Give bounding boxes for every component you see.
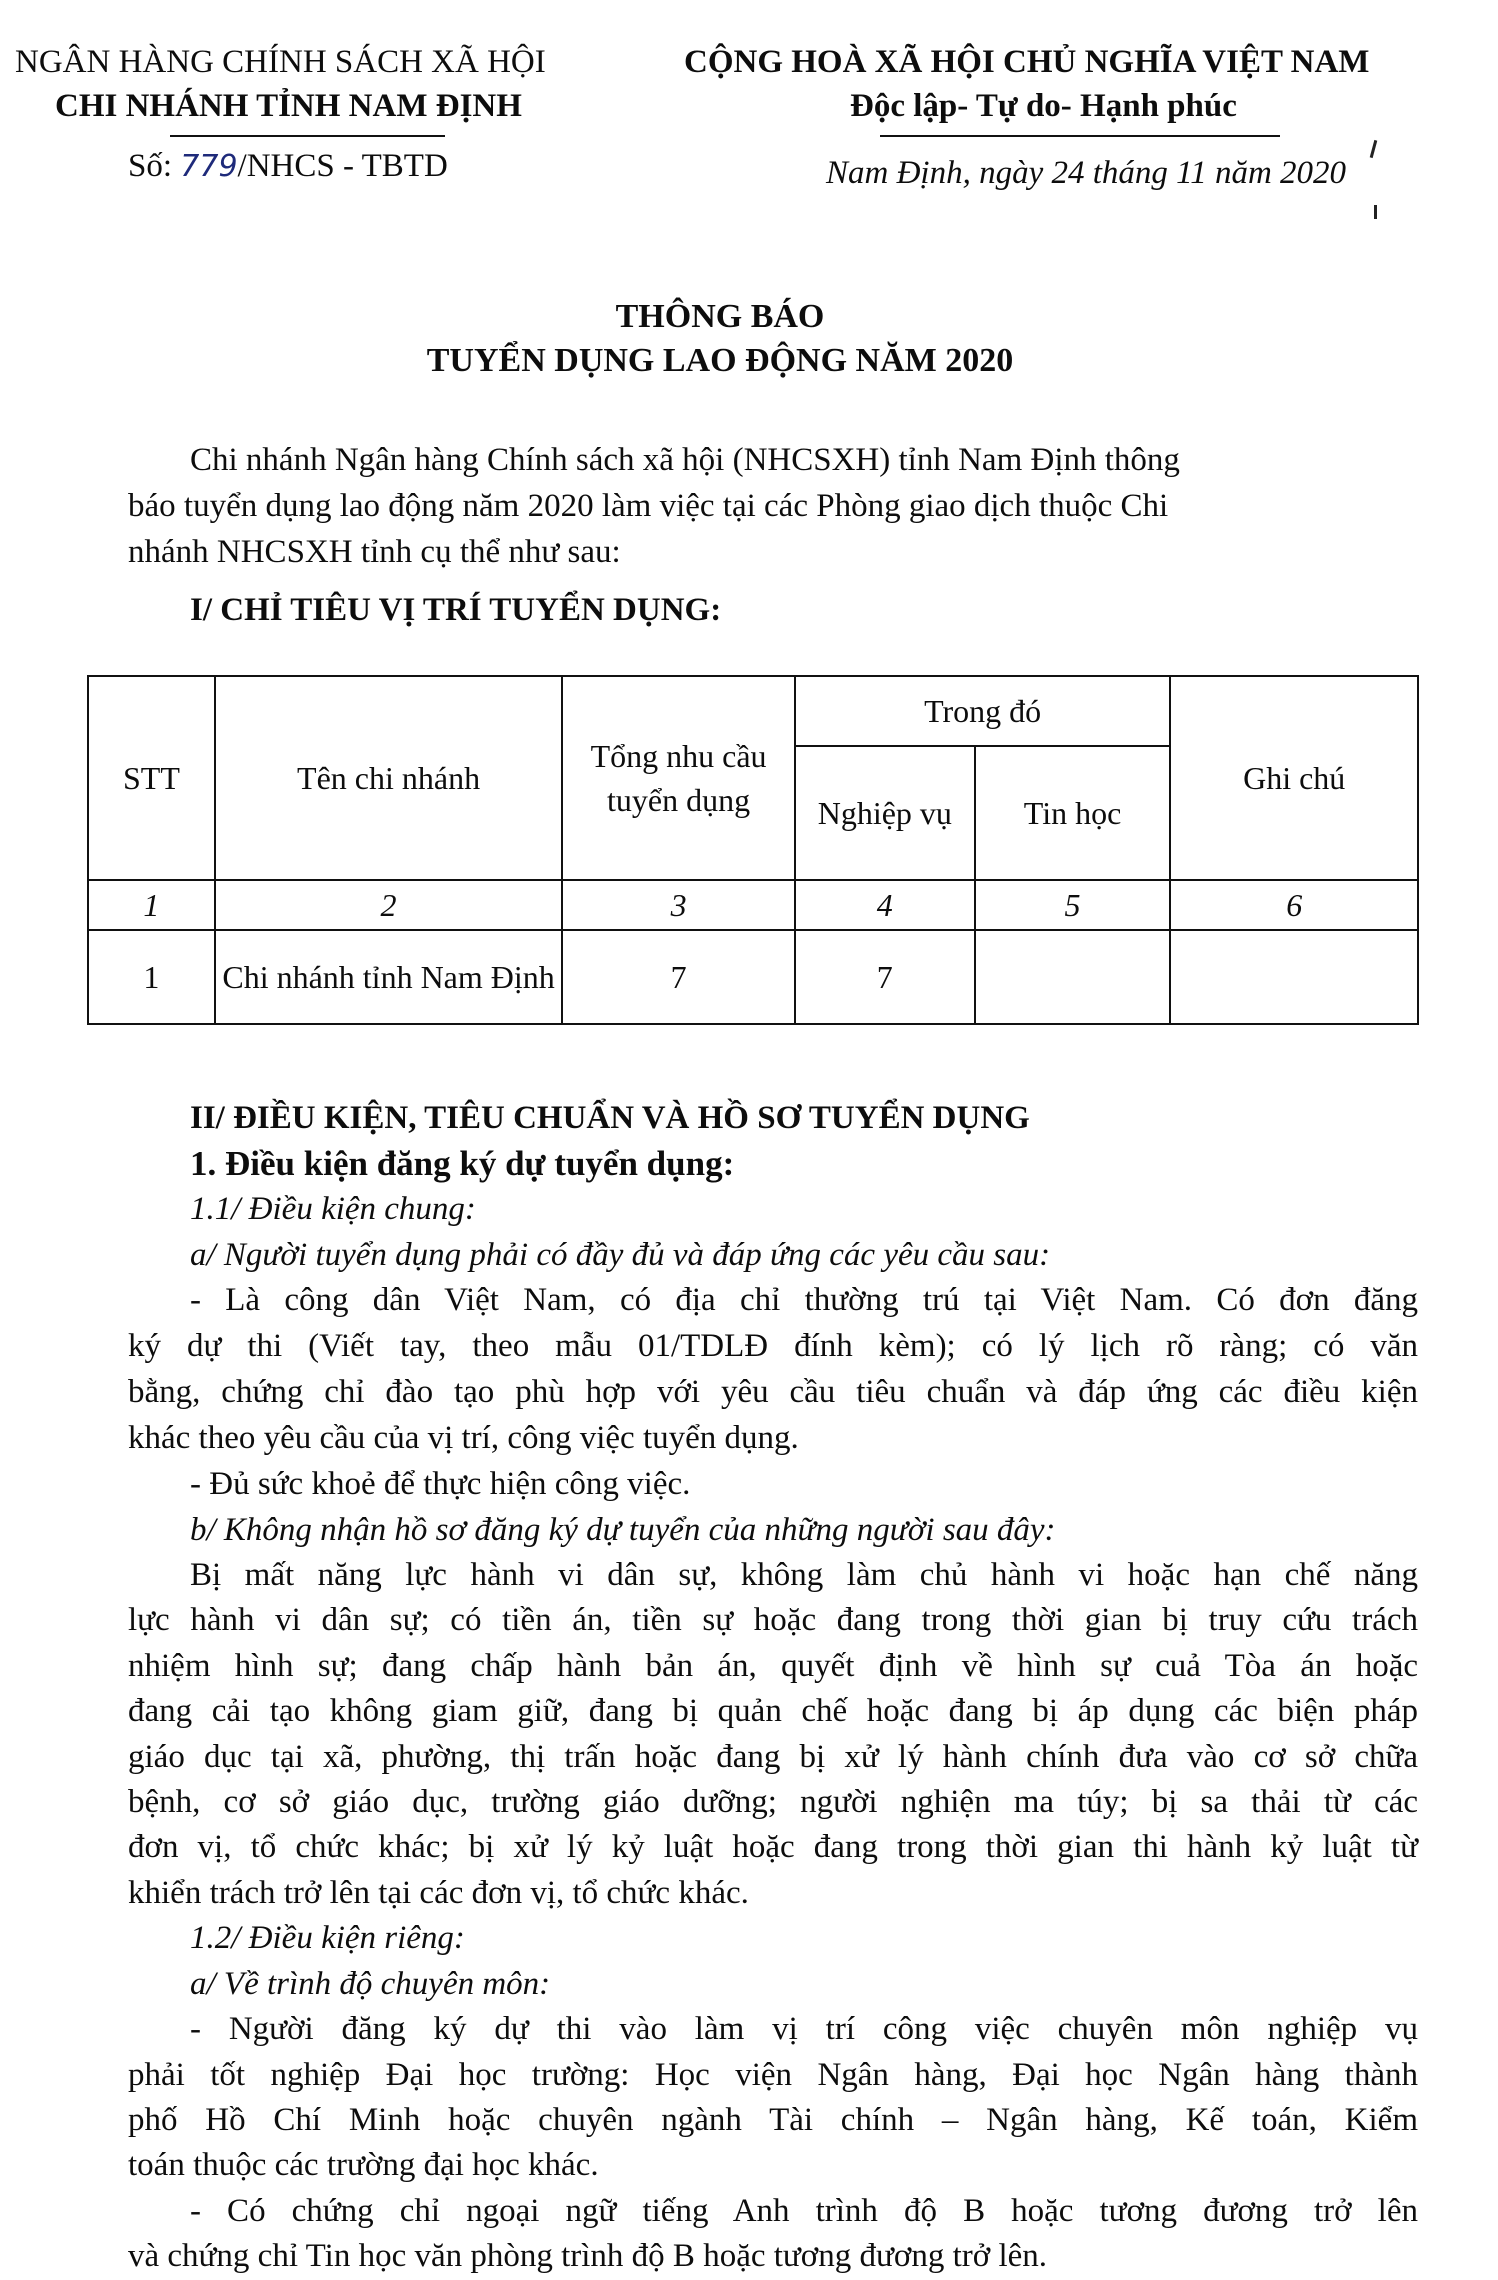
row-total: 7 [562,930,795,1024]
condition-b-line-6: bệnh, cơ sở giáo dục, trường giáo dưỡng; người nghiện ma túy; bị sa thải từ các [128,1784,1418,1820]
header-branch: Tên chi nhánh [215,676,562,880]
index-cell: 3 [562,880,795,930]
recruitment-table [87,675,1419,1025]
doc-number-suffix: /NHCS - TBTD [237,148,448,184]
section-2-heading: II/ ĐIỀU KIỆN, TIÊU CHUẨN VÀ HỒ SƠ TUYỂN DỤNG [190,1100,1030,1136]
condition-a-line-1: - Là công dân Việt Nam, có địa chỉ thường trú tại Việt Nam. Có đơn đăng [190,1282,1418,1318]
header-of-which: Trong đó [795,676,1171,746]
header-stt: STT [88,676,215,880]
condition-c-line-3: phố Hồ Chí Minh hoặc chuyên ngành Tài chính – Ngân hàng, Kế toán, Kiểm [128,2102,1418,2138]
document-date: Nam Định, ngày 24 tháng 11 năm 2020 [826,155,1347,191]
condition-a-line-3: bằng, chứng chỉ đào tạo phù hợp với yêu cầu tiêu chuẩn và đáp ứng các điều kiện [128,1374,1418,1410]
pen-mark [1370,140,1378,158]
condition-c-heading: a/ Về trình độ chuyên môn: [190,1966,551,2002]
row-branch: Chi nhánh tỉnh Nam Định [215,930,562,1024]
condition-b-line-4: đang cải tạo không giam giữ, đang bị quản chế hoặc đang bị áp dụng các biện pháp [128,1693,1418,1729]
doc-number-prefix: Số: [128,148,181,184]
national-motto: Độc lập- Tự do- Hạnh phúc [850,88,1237,124]
subsection-1-1-heading: 1.1/ Điều kiện chung: [190,1191,476,1227]
header-right-underline [880,135,1280,137]
header-business: Nghiệp vụ [795,746,975,880]
document-title: THÔNG BÁO [615,298,825,335]
condition-b-line-1: Bị mất năng lực hành vi dân sự, không làm chủ hành vi hoặc hạn chế năng [190,1557,1418,1593]
condition-b-line-2: lực hành vi dân sự; có tiền án, tiền sự hoặc đang trong thời gian bị truy cứu trách [128,1602,1418,1638]
document-subtitle: TUYỂN DỤNG LAO ĐỘNG NĂM 2020 [426,342,1014,379]
index-cell: 1 [88,880,215,930]
table-row [88,930,1418,1024]
header-left-underline [170,135,445,137]
document-number [128,148,448,185]
intro-line-2: báo tuyển dụng lao động năm 2020 làm việc tại các Phòng giao dịch thuộc Chi [128,488,1169,524]
condition-c-line-2: phải tốt nghiệp Đại học trường: Học viện Ngân hàng, Đại học Ngân hàng thành [128,2057,1418,2093]
row-business: 7 [795,930,975,1024]
condition-a-line-2: ký dự thi (Viết tay, theo mẫu 01/TDLĐ đính kèm); có lý lịch rõ ràng; có văn [128,1328,1418,1364]
pen-mark [1374,205,1377,219]
header-it: Tin học [975,746,1171,880]
doc-number-handwritten: 779 [180,149,238,184]
condition-b-line-8: khiển trách trở lên tại các đơn vị, tổ chức khác. [128,1875,749,1911]
country-name: CỘNG HOÀ XÃ HỘI CHỦ NGHĨA VIỆT NAM [684,44,1370,80]
section-1-heading: I/ CHỈ TIÊU VỊ TRÍ TUYỂN DỤNG: [190,592,722,628]
agency-name: NGÂN HÀNG CHÍNH SÁCH XÃ HỘI [15,44,546,80]
row-it [975,930,1171,1024]
index-cell: 5 [975,880,1171,930]
subsection-1-heading: 1. Điều kiện đăng ký dự tuyển dụng: [190,1144,735,1183]
branch-name: CHI NHÁNH TỈNH NAM ĐỊNH [55,88,522,124]
subsection-1-2-heading: 1.2/ Điều kiện riêng: [190,1920,465,1956]
condition-b-heading: b/ Không nhận hồ sơ đăng ký dự tuyển của những người sau đây: [190,1512,1056,1548]
condition-b-line-5: giáo dục tại xã, phường, thị trấn hoặc đang bị xử lý hành chính đưa vào cơ sở chữa [128,1739,1418,1775]
condition-b-line-3: nhiệm hình sự; đang chấp hành bản án, quyết định về hình sự cuả Tòa án hoặc [128,1648,1418,1684]
condition-a-heading: a/ Người tuyển dụng phải có đầy đủ và đáp ứng các yêu cầu sau: [190,1237,1051,1273]
index-cell: 6 [1170,880,1418,930]
intro-line-1: Chi nhánh Ngân hàng Chính sách xã hội (NHCSXH) tỉnh Nam Định thông [190,442,1180,478]
row-stt: 1 [88,930,215,1024]
header-note: Ghi chú [1170,676,1418,880]
intro-line-3: nhánh NHCSXH tỉnh cụ thể như sau: [128,534,621,570]
table-index-row [88,880,1418,930]
condition-c-line-6: và chứng chỉ Tin học văn phòng trình độ B hoặc tương đương trở lên. [128,2238,1048,2274]
row-note [1170,930,1418,1024]
condition-b-line-7: đơn vị, tổ chức khác; bị xử lý kỷ luật hoặc đang trong thời gian thi hành kỷ luật từ [128,1829,1418,1865]
condition-a-line-4: khác theo yêu cầu của vị trí, công việc tuyển dụng. [128,1420,799,1456]
header-total: Tổng nhu cầu tuyển dụng [562,676,795,880]
condition-c-line-5: - Có chứng chỉ ngoại ngữ tiếng Anh trình độ B hoặc tương đương trở lên [190,2193,1418,2229]
condition-c-line-1: - Người đăng ký dự thi vào làm vị trí công việc chuyên môn nghiệp vụ [190,2011,1418,2047]
condition-c-line-4: toán thuộc các trường đại học khác. [128,2147,599,2183]
index-cell: 2 [215,880,562,930]
condition-a-health: - Đủ sức khoẻ để thực hiện công việc. [190,1466,691,1502]
index-cell: 4 [795,880,975,930]
